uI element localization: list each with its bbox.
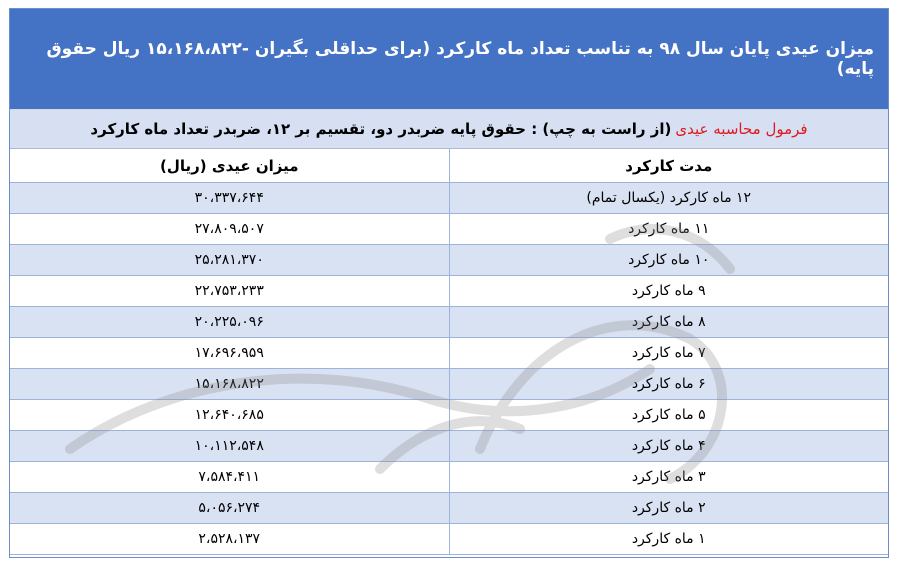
table-header-row [10,149,888,183]
table-frame [9,8,889,558]
cell-amount: ۲۷،۸۰۹،۵۰۷ [10,214,449,245]
cell-amount: ۱۵،۱۶۸،۸۲۲ [10,369,449,400]
cell-amount: ۱۷،۶۹۶،۹۵۹ [10,338,449,369]
cell-period: ۴ ماه کارکرد [449,431,888,462]
column-header-amount: میزان عیدی (ریال) [10,149,449,183]
bonus-table [10,149,888,555]
table-row [10,276,888,307]
table-body [10,183,888,555]
table-row [10,214,888,245]
cell-period: ۱۱ ماه کارکرد [449,214,888,245]
cell-period: ۷ ماه کارکرد [449,338,888,369]
cell-period: ۲ ماه کارکرد [449,493,888,524]
cell-period: ۱ ماه کارکرد [449,524,888,555]
table-row [10,338,888,369]
cell-period: ۸ ماه کارکرد [449,307,888,338]
cell-amount: ۱۰،۱۱۲،۵۴۸ [10,431,449,462]
table-row [10,307,888,338]
page-title: میزان عیدی پایان سال ۹۸ به تناسب تعداد ماه کارکرد (برای حداقلی بگیران -۱۵،۱۶۸،۸۲۲ ریال حقوق پایه) [10,9,888,110]
cell-amount: ۲۰،۲۲۵،۰۹۶ [10,307,449,338]
table-row [10,493,888,524]
cell-amount: ۱۲،۶۴۰،۶۸۵ [10,400,449,431]
table-row [10,462,888,493]
cell-amount: ۲۲،۷۵۳،۲۳۳ [10,276,449,307]
cell-period: ۹ ماه کارکرد [449,276,888,307]
formula-label: فرمول محاسبه عیدی [675,120,808,138]
table-row [10,183,888,214]
cell-period: ۱۲ ماه کارکرد (یکسال تمام) [449,183,888,214]
cell-period: ۳ ماه کارکرد [449,462,888,493]
cell-amount: ۲۵،۲۸۱،۳۷۰ [10,245,449,276]
table-row [10,400,888,431]
cell-period: ۶ ماه کارکرد [449,369,888,400]
table-row [10,245,888,276]
table-row [10,431,888,462]
cell-amount: ۵،۰۵۶،۲۷۴ [10,493,449,524]
cell-amount: ۷،۵۸۴،۴۱۱ [10,462,449,493]
table-row [10,524,888,555]
column-header-period: مدت کارکرد [449,149,888,183]
cell-period: ۵ ماه کارکرد [449,400,888,431]
cell-amount: ۳۰،۳۳۷،۶۴۴ [10,183,449,214]
cell-period: ۱۰ ماه کارکرد [449,245,888,276]
cell-amount: ۲،۵۲۸،۱۳۷ [10,524,449,555]
table-row [10,369,888,400]
formula-row [10,110,888,149]
formula-text: (از راست به چپ) : حقوق پایه ضربدر دو، تقسیم بر ۱۲، ضربدر تعداد ماه کارکرد [90,120,672,138]
